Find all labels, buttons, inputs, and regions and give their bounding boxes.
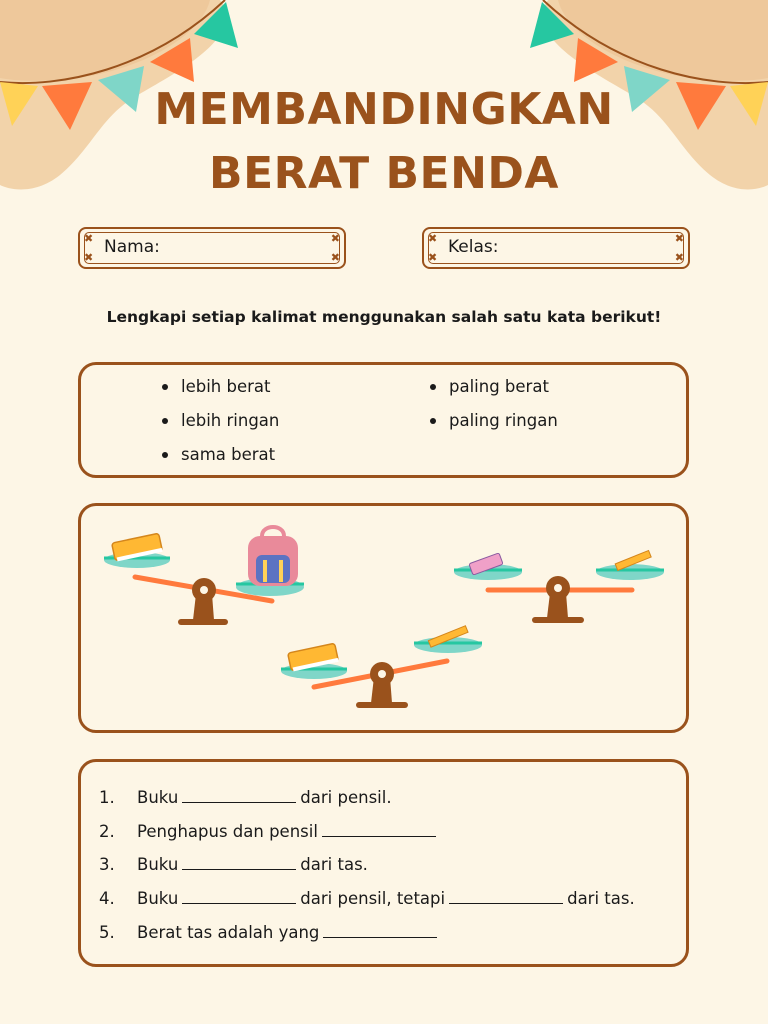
instruction-text: Lengkapi setiap kalimat menggunakan salah satu kata berikut! — [106, 308, 662, 326]
word-item: paling ringan — [427, 407, 558, 441]
title-line-1: MEMBANDINGKAN — [154, 84, 614, 135]
balance-scales — [81, 506, 686, 730]
cross-icon: ✖ — [428, 232, 438, 245]
word-list-right — [427, 373, 558, 441]
cross-icon: ✖ — [428, 251, 438, 264]
cross-icon: ✖ — [84, 251, 94, 264]
question-1: 1. Buku dari pensil. — [99, 788, 392, 807]
cross-icon: ✖ — [674, 232, 684, 245]
answer-blank[interactable] — [182, 887, 296, 904]
title-line-2: BERAT BENDA — [209, 148, 559, 199]
question-3: 3. Buku dari tas. — [99, 855, 368, 874]
cross-icon: ✖ — [84, 232, 94, 245]
page-title — [0, 78, 768, 206]
answer-blank[interactable] — [323, 921, 437, 938]
name-label: Nama: — [104, 237, 160, 257]
word-item: lebih ringan — [159, 407, 279, 441]
cross-icon: ✖ — [674, 251, 684, 264]
backpack-icon — [248, 527, 298, 586]
scale-eraser-vs-pencil — [454, 550, 664, 623]
question-4: 4. Buku dari pensil, tetapi dari tas. — [99, 889, 635, 908]
cross-icon: ✖ — [330, 251, 340, 264]
question-2: 2. Penghapus dan pensil — [99, 820, 440, 843]
scale-book-vs-bag — [104, 527, 304, 625]
answer-blank[interactable] — [322, 820, 436, 837]
word-item: sama berat — [159, 441, 279, 475]
word-item: lebih berat — [159, 373, 279, 407]
class-field[interactable] — [422, 227, 690, 269]
scales-illustration — [78, 503, 689, 733]
answer-blank[interactable] — [182, 786, 296, 803]
name-field[interactable] — [78, 227, 346, 269]
word-bank — [78, 362, 689, 478]
word-list-left — [159, 373, 279, 475]
class-label: Kelas: — [448, 237, 499, 257]
scale-book-vs-pencil — [281, 626, 482, 708]
answer-blank[interactable] — [182, 853, 296, 870]
word-item: paling berat — [427, 373, 558, 407]
answer-blank[interactable] — [449, 887, 563, 904]
cross-icon: ✖ — [330, 232, 340, 245]
questions-box — [78, 759, 689, 967]
question-5: 5. Berat tas adalah yang — [99, 921, 441, 944]
